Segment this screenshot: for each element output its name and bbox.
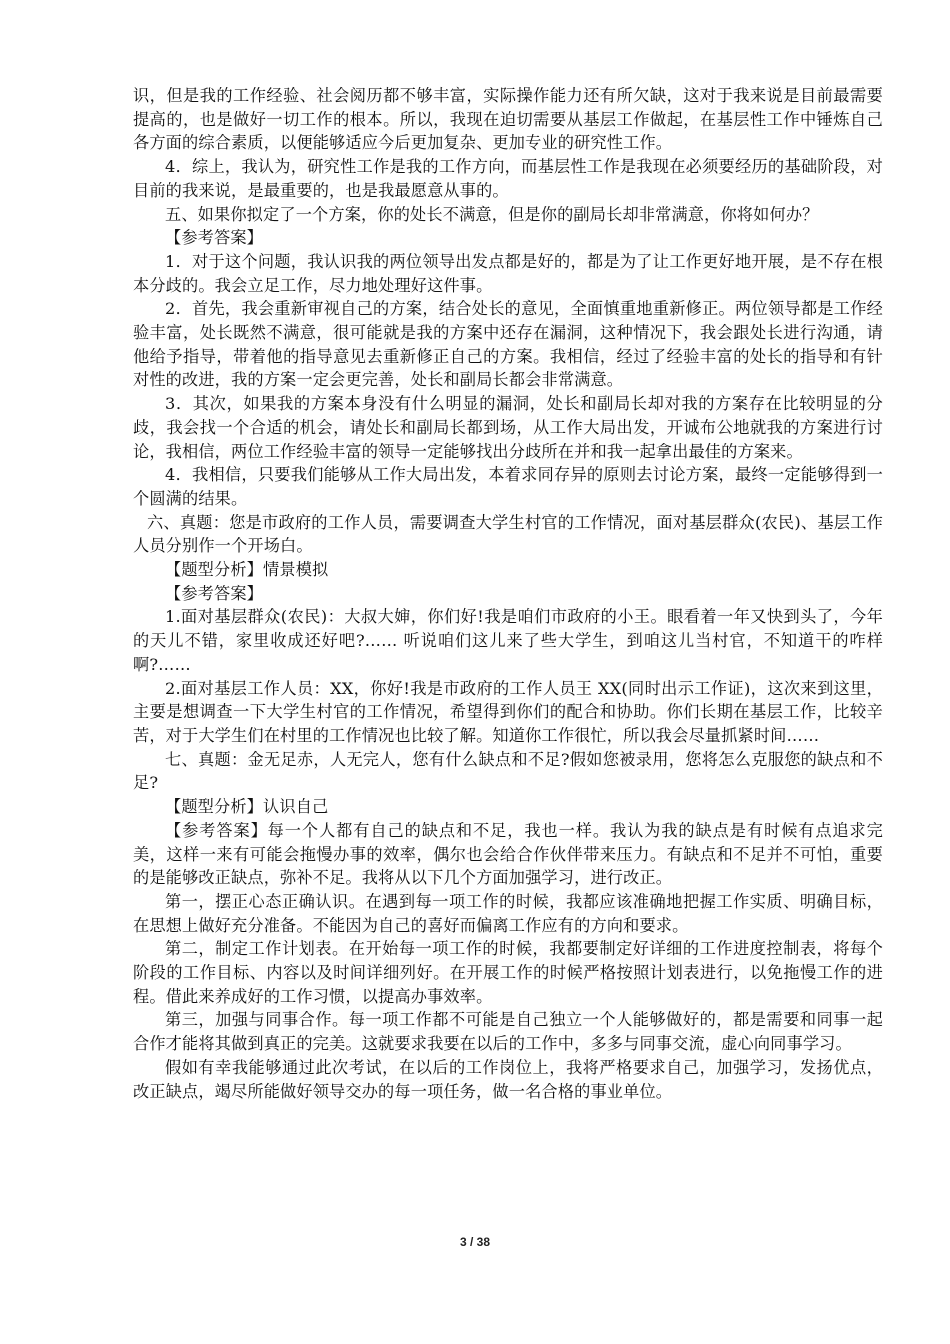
question-heading: 五、如果你拟定了一个方案，你的处长不满意，但是你的副局长却非常满意，你将如何办？ (165, 204, 819, 224)
paragraph: 假如有幸我能够通过此次考试，在以后的工作岗位上，我将严格要求自己，加强学习，发扬优点，改正缺点，竭尽所能做好领导交办的每一项任务，做一名合格的事业单位。 (133, 1057, 883, 1101)
paragraph: 1.面对基层群众(农民)：大叔大婶，你们好!我是咱们市政府的小王。眼看着一年又快到头了，今年的天儿不错，家里收成还好吧?…… 听说咱们这儿来了些大学生，到咱这儿当村官，不知道干的咋样啊?…… (133, 607, 883, 674)
document-body (133, 84, 883, 1103)
question-type-label: 【题型分析】情景模拟 (165, 560, 329, 580)
paragraph: 3．其次，如果我的方案本身没有什么明显的漏洞，处长和副局长却对我的方案存在比较明显的分歧，我会找一个合适的机会，请处长和副局长都到场，从工作大局出发，开诚布公地就我的方案进行讨论，我相信，两位工作经验丰富的领导一定能够找出分歧所在并和我一起拿出最佳的方案来。 (133, 394, 883, 461)
page-number: 3 / 38 (459, 1235, 491, 1249)
paragraph: 2．首先，我会重新审视自己的方案，结合处长的意见，全面慎重地重新修正。两位领导都是工作经验丰富，处长既然不满意，很可能就是我的方案中还存在漏洞，这种情况下，我会跟处长进行沟通，请他给予指导，带着他的指导意见去重新修正自己的方案。我相信，经过了经验丰富的处长的指导和有针对性的改进，我的方案一定会更完善，处长和副局长都会非常满意。 (133, 299, 883, 390)
paragraph: 第二，制定工作计划表。在开始每一项工作的时候，我都要制定好详细的工作进度控制表，将每个阶段的工作目标、内容以及时间详细列好。在开展工作的时候严格按照计划表进行，以免拖慢工作的进程。借此来养成好的工作习惯，以提高办事效率。 (133, 939, 883, 1006)
answer-label: 【参考答案】 (165, 583, 264, 603)
paragraph: 4．综上，我认为，研究性工作是我的工作方向，而基层性工作是我现在必须要经历的基础阶段，对目前的我来说，是最重要的，也是我最愿意从事的。 (133, 157, 883, 200)
question-type-label: 【题型分析】认识自己 (165, 797, 329, 817)
paragraph: 第一，摆正心态正确认识。在遇到每一项工作的时候，我都应该准确地把握工作实质、明确目标，在思想上做好充分准备。不能因为自己的喜好而偏离工作应有的方向和要求。 (133, 891, 883, 935)
paragraph: 【参考答案】每一个人都有自己的缺点和不足，我也一样。我认为我的缺点是有时候有点追求完美，这样一来有可能会拖慢办事的效率，偶尔也会给合作伙伴带来压力。有缺点和不足并不可怕，重要的是能够改正缺点，弥补不足。我将从以下几个方面加强学习，进行改正。 (133, 820, 883, 888)
paragraph: 第三，加强与同事合作。每一项工作都不可能是自己独立一个人能够做好的，都是需要和同事一起合作才能将其做到真正的完美。这就要求我要在以后的工作中，多多与同事交流，虚心向同事学习。 (133, 1010, 883, 1054)
paragraph: 识，但是我的工作经验、社会阅历都不够丰富，实际操作能力还有所欠缺，这对于我来说是目前最需要提高的，也是做好一切工作的根本。所以，我现在迫切需要从基层工作做起，在基层性工作中锤炼自己各方面的综合素质，以便能够适应今后更加复杂、更加专业的研究性工作。 (133, 86, 883, 153)
question-heading: 六、真题：您是市政府的工作人员，需要调查大学生村官的工作情况，面对基层群众(农民)、基层工作人员分别作一个开场白。 (133, 512, 883, 556)
answer-label: 【参考答案】 (165, 228, 264, 248)
paragraph: 1．对于这个问题，我认识我的两位领导出发点都是好的，都是为了让工作更好地开展，是不存在根本分歧的。我会立足工作，尽力地处理好这件事。 (133, 251, 883, 295)
paragraph: 2.面对基层工作人员：XX，你好!我是市政府的工作人员王 XX(同时出示工作证)，这次来到这里，主要是想调查一下大学生村官的工作情况，希望得到你们的配合和协助。你们长期在基层工作，比较辛苦，对于大学生们在村里的工作情况也比较了解。知道你工作很忙，所以我会尽量抓紧时间…… (133, 678, 883, 745)
question-heading: 七、真题：金无足赤，人无完人，您有什么缺点和不足?假如您被录用，您将怎么克服您的缺点和不足? (133, 749, 883, 793)
paragraph: 4．我相信，只要我们能够从工作大局出发，本着求同存异的原则去讨论方案，最终一定能够得到一个圆满的结果。 (133, 465, 883, 508)
